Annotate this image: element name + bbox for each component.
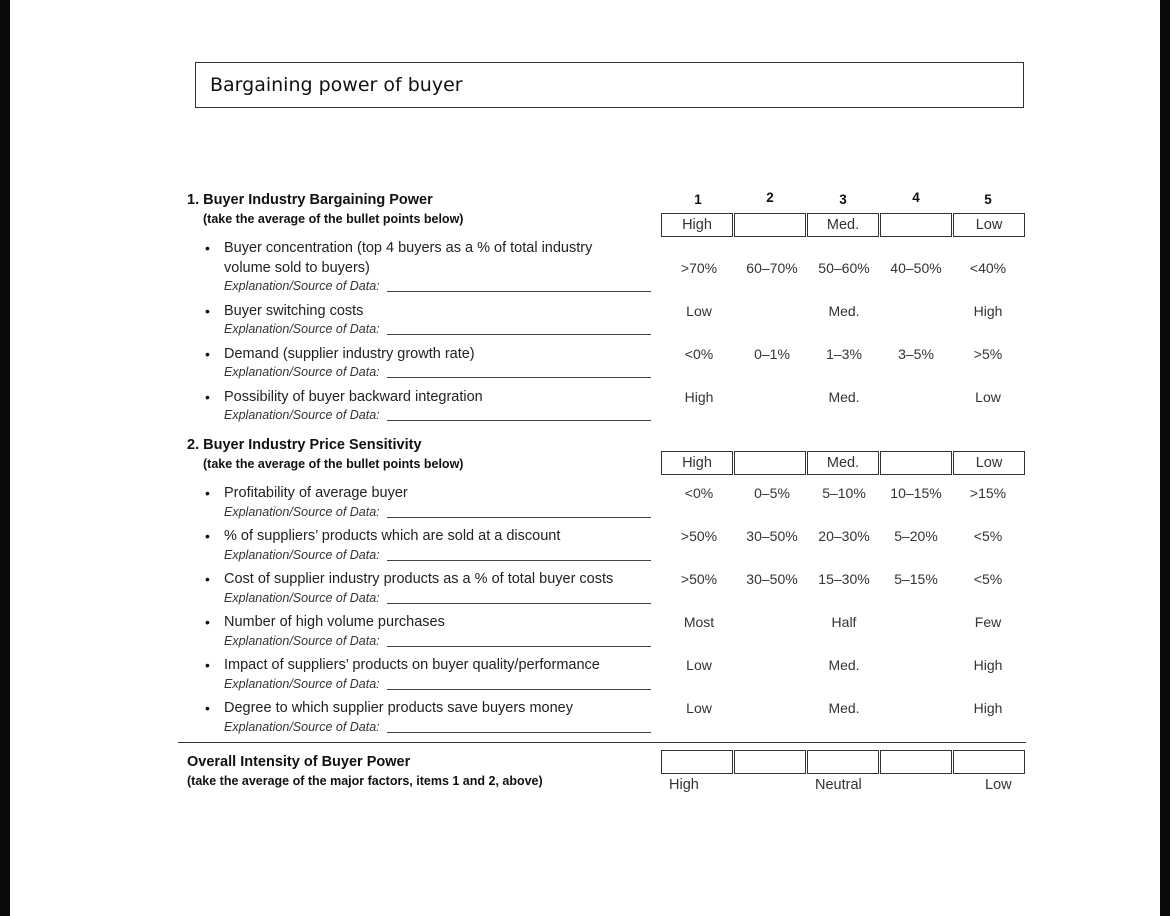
page-title: Bargaining power of buyer <box>210 74 463 96</box>
explanation-line[interactable] <box>387 560 651 561</box>
bullet-icon: • <box>205 303 210 319</box>
value-1: <0% <box>684 346 714 362</box>
explanation-line[interactable] <box>387 291 651 292</box>
value-2: 0–1% <box>754 346 790 362</box>
bullet-icon: • <box>205 614 210 630</box>
value-3: Med. <box>828 657 860 673</box>
value-1: Low <box>686 657 712 673</box>
value-3: 20–30% <box>818 528 870 544</box>
section-divider <box>178 742 1026 743</box>
item-label: Demand (supplier industry growth rate) <box>224 346 475 362</box>
item-label: Buyer concentration (top 4 buyers as a % of total industry <box>224 240 593 256</box>
item-label: % of suppliers’ products which are sold at a discount <box>224 528 561 544</box>
value-5: >5% <box>973 346 1003 362</box>
item-label: Buyer switching costs <box>224 303 364 319</box>
overall-rating-cell-2[interactable] <box>734 750 806 774</box>
overall-scale-low: Low <box>985 777 1012 793</box>
overall-rating-boxes <box>661 750 1025 774</box>
rating-cell-3[interactable]: Med. <box>807 213 879 237</box>
value-1: Most <box>683 614 715 630</box>
overall-scale-high: High <box>669 777 699 793</box>
value-5: <40% <box>969 260 1007 276</box>
value-1: <0% <box>684 485 714 501</box>
explanation-label: Explanation/Source of Data: <box>224 408 380 422</box>
value-5: High <box>973 303 1003 319</box>
value-1: Low <box>686 303 712 319</box>
overall-heading: Overall Intensity of Buyer Power <box>187 754 411 770</box>
value-4: 5–15% <box>894 571 938 587</box>
scale-number-4: 4 <box>912 190 920 205</box>
value-3: 5–10% <box>822 485 866 501</box>
rating-cell-2[interactable] <box>734 213 806 237</box>
item-label: Degree to which supplier products save buyers money <box>224 700 573 716</box>
rating-cell-4[interactable] <box>880 451 952 475</box>
item-label: Impact of suppliers’ products on buyer quality/performance <box>224 657 600 673</box>
value-5: >15% <box>969 485 1007 501</box>
value-1: >70% <box>680 260 718 276</box>
section2-rating-boxes <box>661 451 1025 475</box>
rating-cell-5[interactable]: Low <box>953 451 1025 475</box>
overall-subheading: (take the average of the major factors, items 1 and 2, above) <box>187 774 543 788</box>
value-5: <5% <box>973 528 1003 544</box>
section1-subheading: (take the average of the bullet points below) <box>203 212 464 226</box>
left-frame-border <box>0 0 10 916</box>
explanation-line[interactable] <box>387 689 651 690</box>
explanation-line[interactable] <box>387 517 651 518</box>
value-3: Med. <box>828 303 860 319</box>
explanation-label: Explanation/Source of Data: <box>224 591 380 605</box>
section2-subheading: (take the average of the bullet points below) <box>203 457 464 471</box>
value-3: 50–60% <box>818 260 870 276</box>
explanation-label: Explanation/Source of Data: <box>224 634 380 648</box>
value-4: 5–20% <box>894 528 938 544</box>
value-3: Med. <box>828 700 860 716</box>
value-3: Half <box>831 614 857 630</box>
scale-number-3: 3 <box>839 192 847 207</box>
explanation-line[interactable] <box>387 646 651 647</box>
explanation-line[interactable] <box>387 420 651 421</box>
value-4: 40–50% <box>890 260 942 276</box>
overall-rating-cell-5[interactable] <box>953 750 1025 774</box>
value-3: 15–30% <box>818 571 870 587</box>
value-2: 0–5% <box>754 485 790 501</box>
overall-scale-neutral: Neutral <box>815 777 862 793</box>
bullet-icon: • <box>205 528 210 544</box>
item-label: Possibility of buyer backward integration <box>224 389 483 405</box>
bullet-icon: • <box>205 700 210 716</box>
section1-heading: 1. Buyer Industry Bargaining Power <box>187 192 433 208</box>
explanation-label: Explanation/Source of Data: <box>224 720 380 734</box>
section2-heading: 2. Buyer Industry Price Sensitivity <box>187 437 422 453</box>
rating-cell-4[interactable] <box>880 213 952 237</box>
item-label: Cost of supplier industry products as a % of total buyer costs <box>224 571 614 587</box>
overall-rating-cell-3[interactable] <box>807 750 879 774</box>
rating-cell-5[interactable]: Low <box>953 213 1025 237</box>
item-label: Profitability of average buyer <box>224 485 408 501</box>
explanation-label: Explanation/Source of Data: <box>224 548 380 562</box>
explanation-label: Explanation/Source of Data: <box>224 677 380 691</box>
value-4: 10–15% <box>890 485 942 501</box>
overall-rating-cell-1[interactable] <box>661 750 733 774</box>
value-2: 60–70% <box>746 260 798 276</box>
value-3: 1–3% <box>826 346 862 362</box>
section1-rating-boxes <box>661 213 1025 237</box>
item-label: Number of high volume purchases <box>224 614 445 630</box>
value-5: Low <box>975 389 1001 405</box>
explanation-line[interactable] <box>387 334 651 335</box>
rating-cell-1[interactable]: High <box>661 213 733 237</box>
rating-cell-3[interactable]: Med. <box>807 451 879 475</box>
explanation-line[interactable] <box>387 732 651 733</box>
explanation-line[interactable] <box>387 603 651 604</box>
value-1: >50% <box>680 528 718 544</box>
explanation-label: Explanation/Source of Data: <box>224 322 380 336</box>
value-2: 30–50% <box>746 571 798 587</box>
value-3: Med. <box>828 389 860 405</box>
overall-rating-cell-4[interactable] <box>880 750 952 774</box>
bullet-icon: • <box>205 485 210 501</box>
value-5: High <box>973 657 1003 673</box>
rating-cell-1[interactable]: High <box>661 451 733 475</box>
bullet-icon: • <box>205 571 210 587</box>
value-2: 30–50% <box>746 528 798 544</box>
bullet-icon: • <box>205 346 210 362</box>
bullet-icon: • <box>205 389 210 405</box>
rating-cell-2[interactable] <box>734 451 806 475</box>
explanation-label: Explanation/Source of Data: <box>224 365 380 379</box>
value-5: High <box>973 700 1003 716</box>
title-box <box>195 62 1024 108</box>
value-5: Few <box>974 614 1002 630</box>
right-frame-border <box>1160 0 1170 916</box>
scale-number-1: 1 <box>694 192 702 207</box>
value-1: Low <box>686 700 712 716</box>
explanation-line[interactable] <box>387 377 651 378</box>
value-1: >50% <box>680 571 718 587</box>
explanation-label: Explanation/Source of Data: <box>224 505 380 519</box>
scale-number-2: 2 <box>766 190 774 205</box>
bullet-icon: • <box>205 657 210 673</box>
item-label-cont: volume sold to buyers) <box>224 260 370 276</box>
scale-number-5: 5 <box>984 192 992 207</box>
explanation-label: Explanation/Source of Data: <box>224 279 380 293</box>
value-4: 3–5% <box>898 346 934 362</box>
value-1: High <box>684 389 714 405</box>
value-5: <5% <box>973 571 1003 587</box>
bullet-icon: • <box>205 240 210 256</box>
